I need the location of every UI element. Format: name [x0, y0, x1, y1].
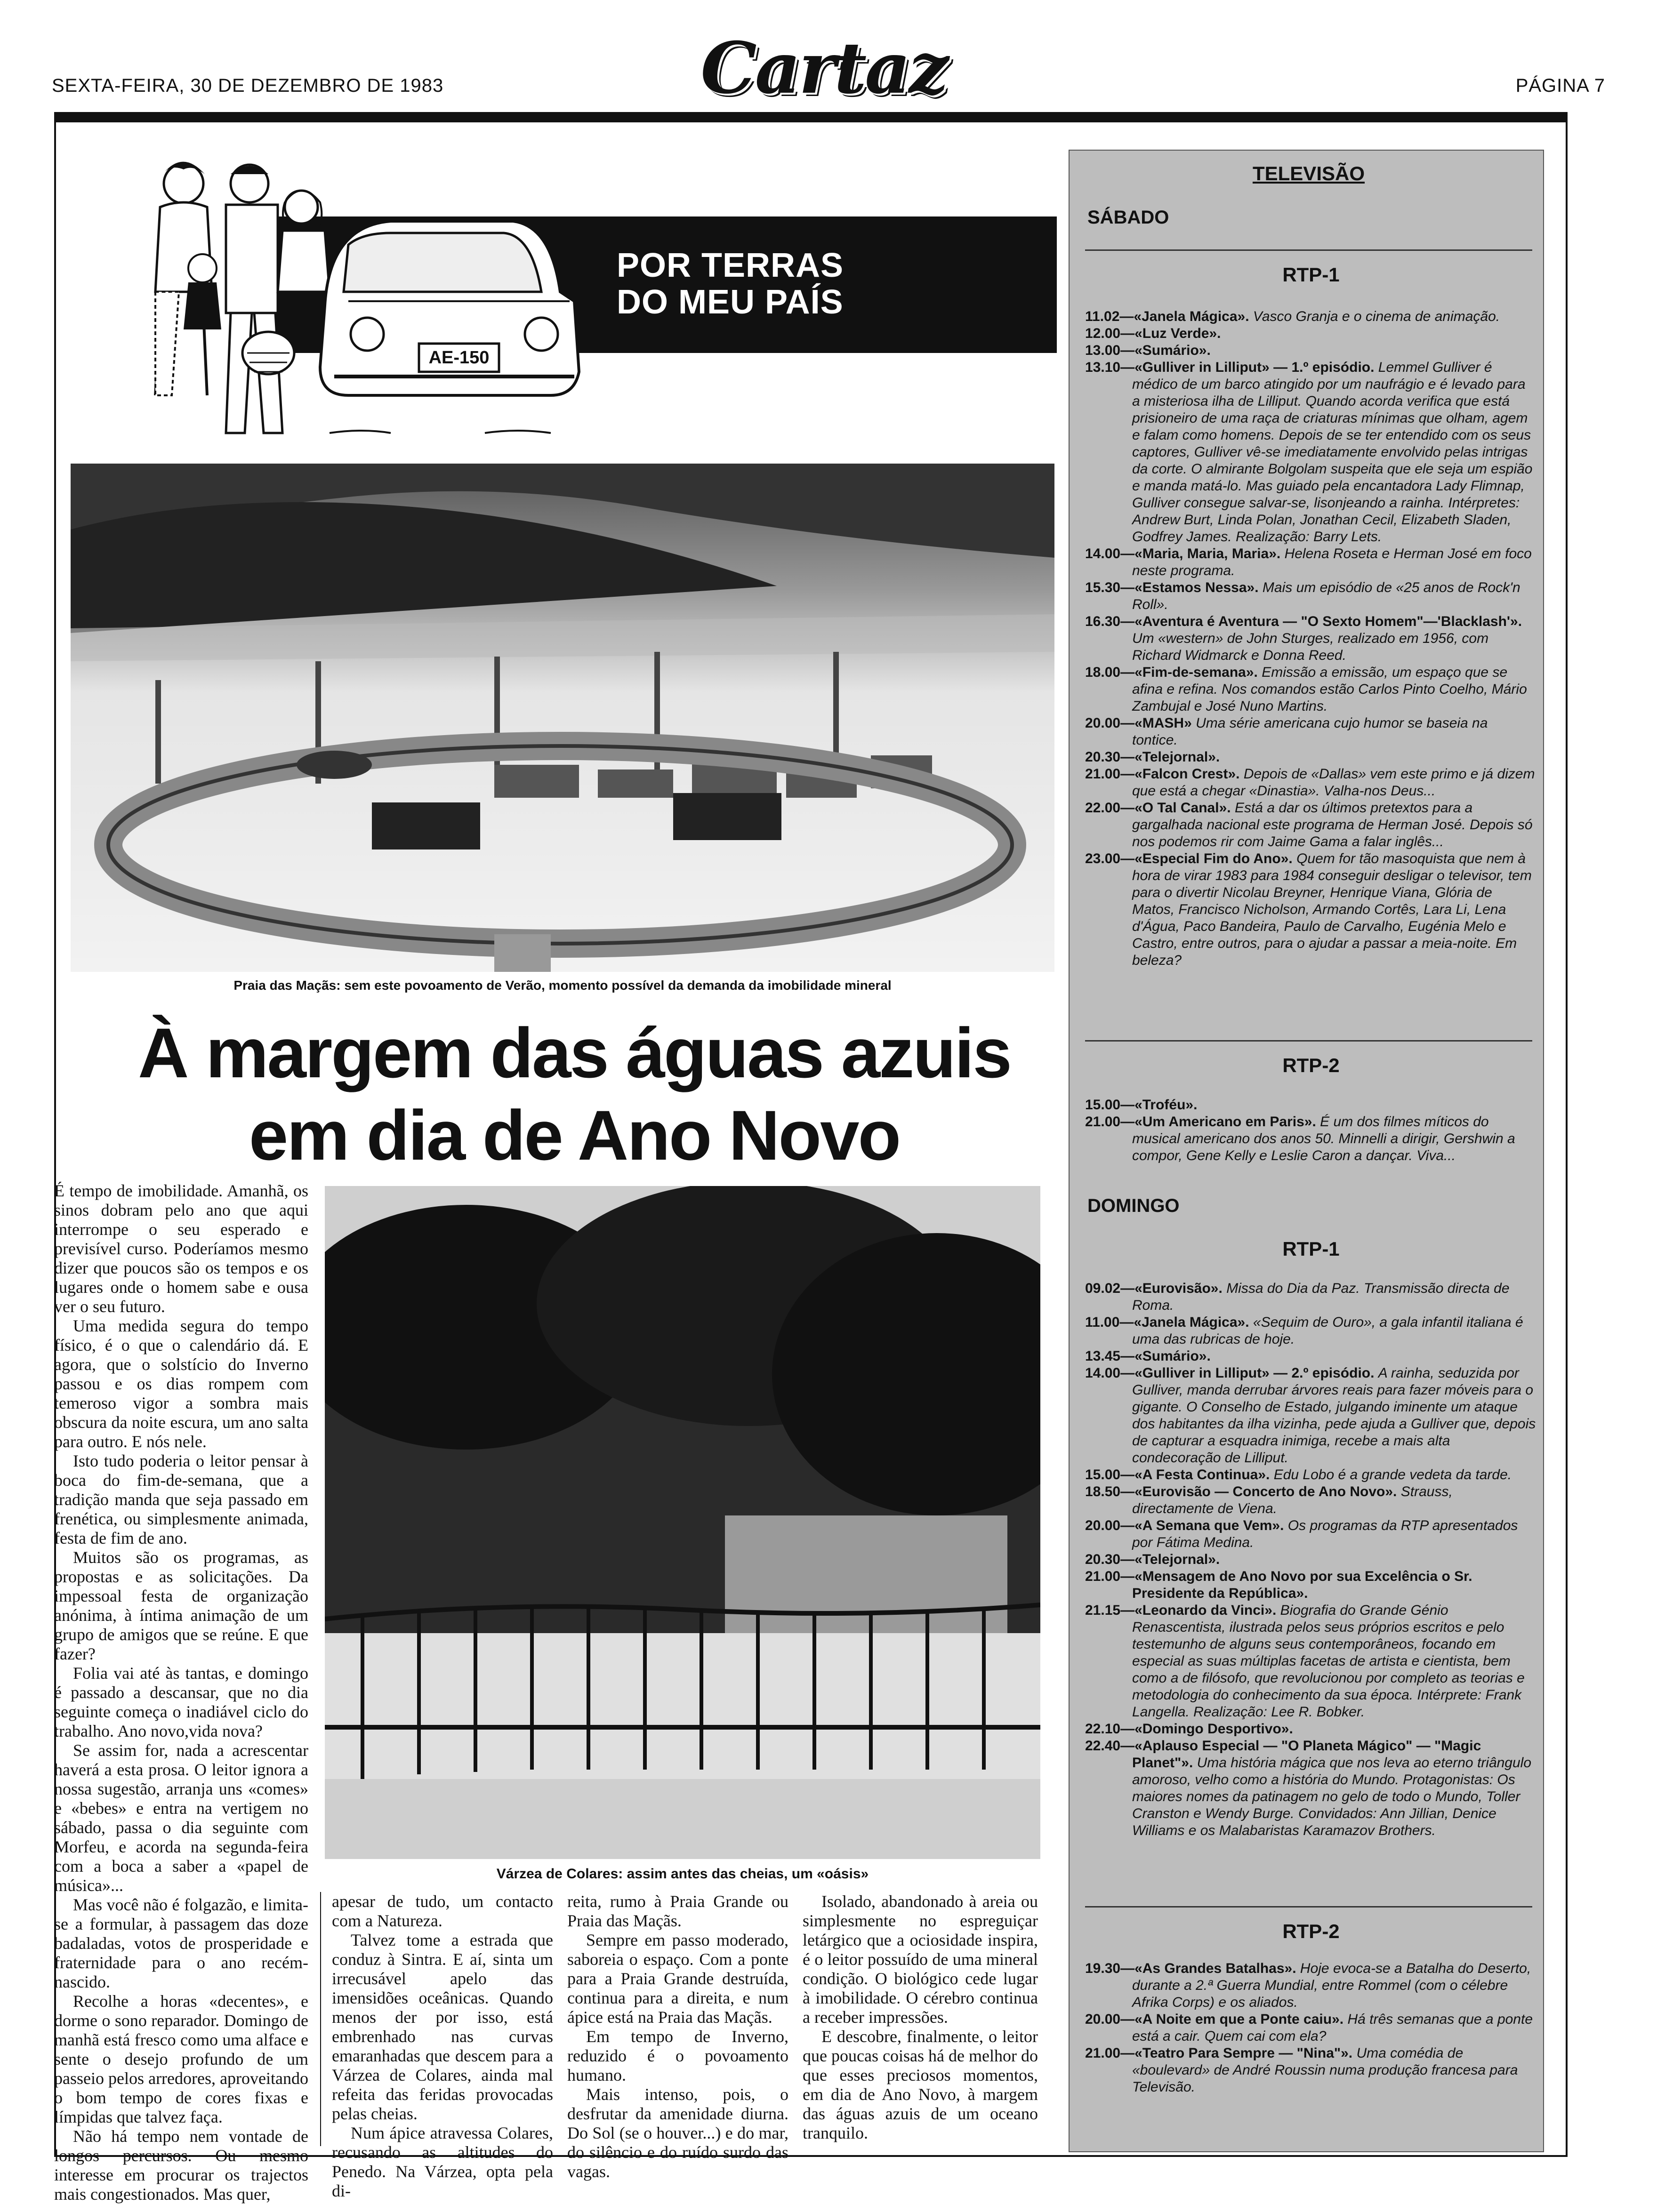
tv-program-item [1085, 664, 1537, 715]
varzea-photo [325, 1186, 1040, 1859]
tv-program-title: «Aventura é Aventura — "O Sexto Homem"—'Blacklash'». [1134, 614, 1522, 629]
article-paragraph: Muitos são os programas, as propostas e as solicitações. Da impessoal festa de organização anónima, à íntima animação de um grupo de amigos que se reúne. E que fazer? [54, 1548, 308, 1663]
tv-program-description: Mais um episódio de «25 anos de Rock'n Roll». [1132, 580, 1520, 612]
tv-program-item [1085, 1721, 1537, 1738]
tv-program-time: 22.10— [1085, 1721, 1135, 1737]
tv-program-time: 14.00— [1085, 1365, 1135, 1381]
tv-day-sunday: DOMINGO [1087, 1195, 1180, 1216]
article-paragraph: Sempre em passo moderado, saboreia o espaço. Com a ponte para a Praia Grande destruída, continua para a direita, e num ápice está na Praia das Maçãs. [567, 1931, 788, 2027]
tv-program-description: Está a dar os últimos pretextos para a gargalhada nacional este programa de Herman José. Depois só nos podemos rir com Jaime Gama a falar inglês... [1132, 800, 1533, 850]
tv-program-description: Há três semanas que a ponte está a cair. Quem cai com ela? [1132, 2012, 1533, 2044]
tv-program-time: 15.00— [1085, 1097, 1135, 1113]
tv-program-time: 13.00— [1085, 343, 1135, 358]
tv-program-item [1085, 766, 1537, 800]
header-rule [54, 112, 1568, 122]
tv-program-item [1085, 749, 1537, 766]
tv-program-time: 21.00— [1085, 1114, 1135, 1130]
tv-program-title: «Fim-de-semana». [1134, 665, 1258, 680]
section-title [617, 247, 899, 321]
tv-channel-heading: RTP-2 [1282, 1054, 1340, 1076]
tv-program-title: «As Grandes Batalhas». [1134, 1961, 1296, 1976]
tv-program-item [1085, 800, 1537, 850]
tv-program-title: «Telejornal». [1134, 1552, 1220, 1567]
tv-program-title: «Troféu». [1134, 1097, 1198, 1113]
article-paragraph: É tempo de imobilidade. Amanhã, os sinos dobram pelo ano que aqui interrompe o seu esperado e previsível curso. Poderíamos mesmo dizer que poucos são os tempos e os lugares onde o homem sabe e ousa ver o seu futuro. [54, 1181, 308, 1316]
tv-program-title: «Falcon Crest». [1134, 766, 1240, 782]
tv-program-title: «Sumário». [1134, 1348, 1211, 1364]
tv-program-title: «Mensagem de Ano Novo por sua Excelência o Sr. Presidente da República». [1132, 1569, 1472, 1601]
article-paragraph: Não há tempo nem vontade de longos percursos. Ou mesmo interesse em procurar os trajectos mais congestionados. Mas quer, [54, 2127, 308, 2204]
tv-program-description: Lemmel Gulliver é médico de um barco atingido por um naufrágio e é levado para a misteriosa ilha de Lilliput. Quando acorda verifica que está prisioneiro de uma raça de criaturas mínimas que olham, agem e falam como homens. Depois de se ter entendido com os seus captores, Gulliver vê-se imediatamente envolvido pelas intrigas da corte. O almirante Bolgolam suspeita que ele seja um espião e manda matá-lo. Mas guiado pela encantadora Lady Flimnap, Gulliver consegue salvar-se, lisonjeando a rainha. Intérpretes: Andrew Burt, Linda Polan, Jonathan Cecil, Elizabeth Sladen, Godfrey James. Realização: Barry Lets. [1132, 360, 1533, 545]
section-title-line1: POR TERRAS [617, 247, 844, 284]
tv-program-title: «Teatro Para Sempre — "Nina"». [1134, 2045, 1353, 2061]
tv-program-item [1085, 1314, 1537, 1348]
tv-program-description: Biografia do Grande Génio Renascentista, ilustrada pelos seus próprios escritos e pelo testemunho de alguns seus contemporâneos, focando em especial as suas múltiplas facetas de artista e cientista, bem como a de filósofo, que revolucionou por completo as teorias e metodologia do conhecimento da sua época. Intérprete: Frank Langella. Realização: Lee R. Bobker. [1132, 1603, 1525, 1720]
masthead-logo [692, 26, 956, 111]
tv-program-item [1085, 1114, 1537, 1164]
tv-program-item [1085, 2011, 1537, 2045]
tv-program-item [1085, 1551, 1537, 1568]
article-paragraph: Isolado, abandonado à areia ou simplesmente no espreguiçar letárgico que a ociosidade inspira, é o leitor possuído de uma mineral condição. O biológico cede lugar à imobilidade. O cérebro continua a receber impressões. [803, 1892, 1038, 2027]
tv-program-title: «Domingo Desportivo». [1134, 1721, 1293, 1737]
tv-program-title: «Janela Mágica». [1134, 1314, 1249, 1330]
article-paragraph: Uma medida segura do tempo físico, é o que o calendário dá. E agora, que o solstício do Inverno passou e os dias rompem com temeroso vigor a sombra mais obscura da noite escura, um ano salta para outro. E nós nele. [54, 1316, 308, 1451]
tv-program-title: «O Tal Canal». [1134, 800, 1231, 816]
tv-program-time: 21.15— [1085, 1603, 1135, 1618]
tv-program-item [1085, 1348, 1537, 1365]
tv-program-item [1085, 342, 1537, 359]
tv-program-time: 19.30— [1085, 1961, 1135, 1976]
tv-program-description: Edu Lobo é a grande vedeta da tarde. [1273, 1467, 1512, 1483]
headline-line1: À margem das águas azuis [138, 1013, 1011, 1092]
tv-program-time: 15.00— [1085, 1467, 1135, 1483]
tv-program-title: «Eurovisão». [1134, 1281, 1223, 1296]
article-paragraph: Num ápice atravessa Colares, recusando as altitudes do Penedo. Na Várzea, opta pela di- [332, 2124, 553, 2200]
tv-program-description: Emissão a emissão, um espaço que se afina e refina. Nos comandos estão Carlos Pinto Coelho, Mário Zambujal e José Nuno Martins. [1132, 665, 1527, 714]
tv-program-title: «Maria, Maria, Maria». [1134, 546, 1281, 561]
tv-program-description: Depois de «Dallas» vem este primo e já dizem que está a chegar «Dinastia». Valha-nos Deus... [1132, 766, 1535, 799]
article-column-3 [567, 1892, 788, 2181]
tv-divider [1085, 1040, 1532, 1042]
article-paragraph: Recolhe a horas «decentes», e dorme o sono reparador. Domingo de manhã está fresco como uma alface e sente o desejo profundo de um passeio pelos arredores, aproveitando o bom tempo de cores fixas e límpidas que talvez faça. [54, 1992, 308, 2126]
tv-program-item [1085, 1365, 1537, 1467]
tv-program-title: «Sumário». [1134, 343, 1211, 358]
tv-program-title: «Aplauso Especial — "O Planeta Mágico" — "Magic Planet"». [1132, 1738, 1481, 1771]
tv-program-item [1085, 850, 1537, 969]
tv-program-item [1085, 308, 1537, 325]
tv-program-item [1085, 1602, 1537, 1721]
tv-program-time: 11.02— [1085, 309, 1134, 324]
tv-program-description: Uma série americana cujo humor se baseia na tontice. [1132, 715, 1488, 748]
tv-program-description: Helena Roseta e Herman José em foco neste programa. [1132, 546, 1532, 578]
tv-program-description: Um «western» de John Sturges, realizado em 1956, com Richard Widmarck e Donna Reed. [1132, 631, 1489, 663]
tv-program-item [1085, 613, 1537, 664]
tv-program-item [1085, 579, 1537, 613]
tv-program-time: 22.00— [1085, 800, 1135, 816]
article-paragraph: Se assim for, nada a acrescentar haverá a esta prosa. O leitor ignora a nossa sugestão, arranja uns «comes» e «bebes» e entra na vertigem no sábado, passa o dia seguinte com Morfeu, e acorda na segunda-feira com a boca a saber a «papel de música»... [54, 1741, 308, 1895]
tv-program-title: «A Semana que Vem». [1134, 1518, 1284, 1533]
tv-program-description: Vasco Granja e o cinema de animação. [1253, 309, 1500, 324]
tv-program-title: «Estamos Nessa». [1134, 580, 1259, 595]
column-divider [320, 1892, 321, 2146]
tv-program-description: Strauss, directamente de Viena. [1132, 1484, 1453, 1516]
tv-program-description: A rainha, seduzida por Gulliver, manda derrubar árvores reais para fazer móveis para o gigante. O Conselho de Estado, julgando iminente um ataque dos habitantes da ilha vizinha, pede ajuda a Gulliver que, depois de capturar a esquadra inimiga, recebe a mais alta condecoração de Lilliput. [1132, 1365, 1536, 1466]
article-paragraph: E descobre, finalmente, o leitor que poucas coisas há de melhor do que esses preciosos momentos, em dia de Ano Novo, à margem das águas azuis de um oceano tranquilo. [803, 2027, 1038, 2142]
tv-program-title: «Um Americano em Paris». [1134, 1114, 1316, 1130]
tv-program-description: É um dos filmes míticos do musical americano dos anos 50. Minnelli a dirigir, Gershwin a compor, Gene Kelly e Leslie Caron a dançar. Viva... [1132, 1114, 1515, 1163]
tv-program-title: «Janela Mágica». [1134, 309, 1249, 324]
tv-program-item [1085, 1467, 1537, 1483]
article-paragraph: Mas você não é folgazão, e limita-se a formular, à passagem das doze badaladas, votos de prosperidade e fraternidade para o ano recém-nascido. [54, 1895, 308, 1991]
tv-program-time: 12.00— [1085, 326, 1135, 341]
article-paragraph: Em tempo de Inverno, reduzido é o povoamento humano. [567, 2027, 788, 2084]
tv-program-time: 20.30— [1085, 749, 1135, 765]
tv-listing-sat-rtp1 [1085, 308, 1537, 969]
tv-program-time: 14.00— [1085, 546, 1135, 561]
article-column-4 [803, 1892, 1038, 2143]
tv-program-description: Quem for tão masoquista que nem à hora de virar 1983 para 1984 conseguir desligar o televisor, tem para o divertir Nicolau Breyner, Henrique Viana, Glória de Matos, Francisco Nicholson, Armando Cortês, Lara Li, Lena d'Água, Paco Bandeira, Paulo de Carvalho, Eugénia Melo e Castro, entre outros, para o ajudar a passar a meia-noite. Em beleza? [1132, 851, 1532, 968]
tv-program-description: «Sequim de Ouro», a gala infantil italiana é uma das rubricas de hoje. [1132, 1314, 1523, 1347]
tv-program-title: «A Festa Continua». [1134, 1467, 1270, 1483]
tv-program-title: «Gulliver in Lilliput» — 2.º episódio. [1134, 1365, 1375, 1381]
article-column-2 [332, 1892, 553, 2201]
tv-channel-heading: RTP-2 [1282, 1920, 1340, 1942]
tv-program-time: 09.02— [1085, 1281, 1135, 1296]
page-number: PÁGINA 7 [1515, 75, 1605, 96]
tv-program-time: 13.45— [1085, 1348, 1135, 1364]
tv-program-description: Hoje evoca-se a Batalha do Deserto, durante a 2.ª Guerra Mundial, entre Rommel (com o célebre Afrika Corps) e os aliados. [1132, 1961, 1531, 2010]
tv-divider [1085, 1906, 1532, 1907]
tv-program-item [1085, 1738, 1537, 1839]
tv-listing-sun-rtp1 [1085, 1280, 1537, 1839]
tv-channel-heading: RTP-1 [1282, 1238, 1340, 1260]
article-paragraph: apesar de tudo, um contacto com a Natureza. [332, 1892, 553, 1930]
article-headline [61, 1012, 1087, 1177]
section-title-line2: DO MEU PAÍS [617, 283, 844, 321]
article-paragraph: Mais intenso, pois, o desfrutar da amenidade diurna. Do Sol (se o houver...) e do mar, do silêncio e do ruído surdo das vagas. [567, 2085, 788, 2181]
article-paragraph: Isto tudo poderia o leitor pensar à boca do fim-de-semana, que a tradição manda que seja passado em frenética, ou simplesmente animada, festa de fim de ano. [54, 1451, 308, 1547]
tv-program-title: «Leonardo da Vinci». [1134, 1603, 1277, 1618]
family-car-illustration [127, 151, 593, 452]
tv-program-title: «Telejornal». [1134, 749, 1220, 765]
tv-program-item [1085, 1483, 1537, 1517]
tv-program-time: 15.30— [1085, 580, 1135, 595]
masthead-text: Cartaz [700, 27, 947, 110]
tv-program-time: 18.00— [1085, 665, 1135, 680]
article-paragraph: reita, rumo à Praia Grande ou Praia das Maçãs. [567, 1892, 788, 1930]
tv-program-title: «Luz Verde». [1134, 326, 1221, 341]
photo-caption-beach: Praia das Maçãs: sem este povoamento de Verão, momento possível da demanda da imobilidade mineral [233, 978, 892, 993]
tv-program-time: 16.30— [1085, 614, 1135, 629]
tv-program-item [1085, 2045, 1537, 2096]
article-column-1 [54, 1181, 308, 2204]
beach-photo [71, 464, 1054, 972]
tv-section-label: TELEVISÃO [1252, 162, 1365, 184]
tv-divider [1085, 249, 1532, 251]
tv-program-item [1085, 1280, 1537, 1314]
tv-program-time: 20.00— [1085, 1518, 1135, 1533]
tv-listing-sat-rtp2 [1085, 1097, 1537, 1164]
tv-program-time: 20.30— [1085, 1552, 1135, 1567]
license-plate: AE-150 [428, 348, 490, 368]
tv-program-title: «MASH» [1134, 715, 1192, 731]
tv-program-title: «Especial Fim do Ano». [1134, 851, 1293, 866]
tv-program-description: Uma história mágica que nos leva ao eterno triângulo amoroso, velho como a história do Mundo. Protagonistas: Os maiores nomes da patinagem no gelo de todo o Mundo, Toller Cranston e Wendy Burge. Convidados: Ann Jillian, Denice Williams e os Malabaristas Karamazov Brothers. [1132, 1755, 1532, 1838]
tv-program-description: Uma comédia de «boulevard» de André Roussin numa produção francesa para Televisão. [1132, 2045, 1518, 2095]
tv-program-item [1085, 715, 1537, 749]
tv-program-item [1085, 325, 1537, 342]
tv-program-time: 23.00— [1085, 851, 1135, 866]
tv-program-item [1085, 1960, 1537, 2011]
tv-program-description: Missa do Dia da Paz. Transmissão directa de Roma. [1132, 1281, 1510, 1313]
tv-day-saturday: SÁBADO [1087, 207, 1169, 228]
tv-program-title: «A Noite em que a Ponte caiu». [1134, 2012, 1344, 2027]
tv-program-item [1085, 359, 1537, 545]
photo-caption-varzea: Várzea de Colares: assim antes das cheias, um «oásis» [496, 1866, 869, 1882]
tv-program-time: 21.00— [1085, 766, 1135, 782]
tv-program-time: 21.00— [1085, 1569, 1135, 1584]
headline-line2: em dia de Ano Novo [249, 1096, 900, 1175]
tv-program-time: 20.00— [1085, 715, 1135, 731]
tv-program-time: 20.00— [1085, 2012, 1135, 2027]
tv-program-time: 21.00— [1085, 2045, 1135, 2061]
tv-program-description: Os programas da RTP apresentados por Fátima Medina. [1132, 1518, 1518, 1550]
tv-program-item [1085, 1517, 1537, 1551]
tv-program-time: 13.10— [1085, 360, 1135, 375]
tv-program-time: 11.00— [1085, 1314, 1134, 1330]
header-date: SEXTA-FEIRA, 30 DE DEZEMBRO DE 1983 [52, 75, 444, 96]
tv-program-title: «Gulliver in Lilliput» — 1.º episódio. [1134, 360, 1375, 375]
tv-channel-heading: RTP-1 [1282, 264, 1340, 286]
article-paragraph: Talvez tome a estrada que conduz à Sintra. E aí, sinta um irrecusável apelo das imensidões oceânicas. Quando menos der por isso, está embrenhado nas curvas emaranhadas que descem para a Várzea de Colares, ainda mal refeita das feridas provocadas pelas cheias. [332, 1931, 553, 2123]
tv-program-time: 18.50— [1085, 1484, 1135, 1499]
tv-program-item [1085, 545, 1537, 579]
tv-listing-sun-rtp2 [1085, 1960, 1537, 2096]
tv-program-title: «Eurovisão — Concerto de Ano Novo». [1134, 1484, 1397, 1499]
tv-program-item [1085, 1568, 1537, 1602]
tv-program-time: 22.40— [1085, 1738, 1135, 1754]
tv-program-item [1085, 1097, 1537, 1114]
article-paragraph: Folia vai até às tantas, e domingo é passado a descansar, que no dia seguinte começa o inadiável ciclo do trabalho. Ano novo,vida nova? [54, 1664, 308, 1740]
